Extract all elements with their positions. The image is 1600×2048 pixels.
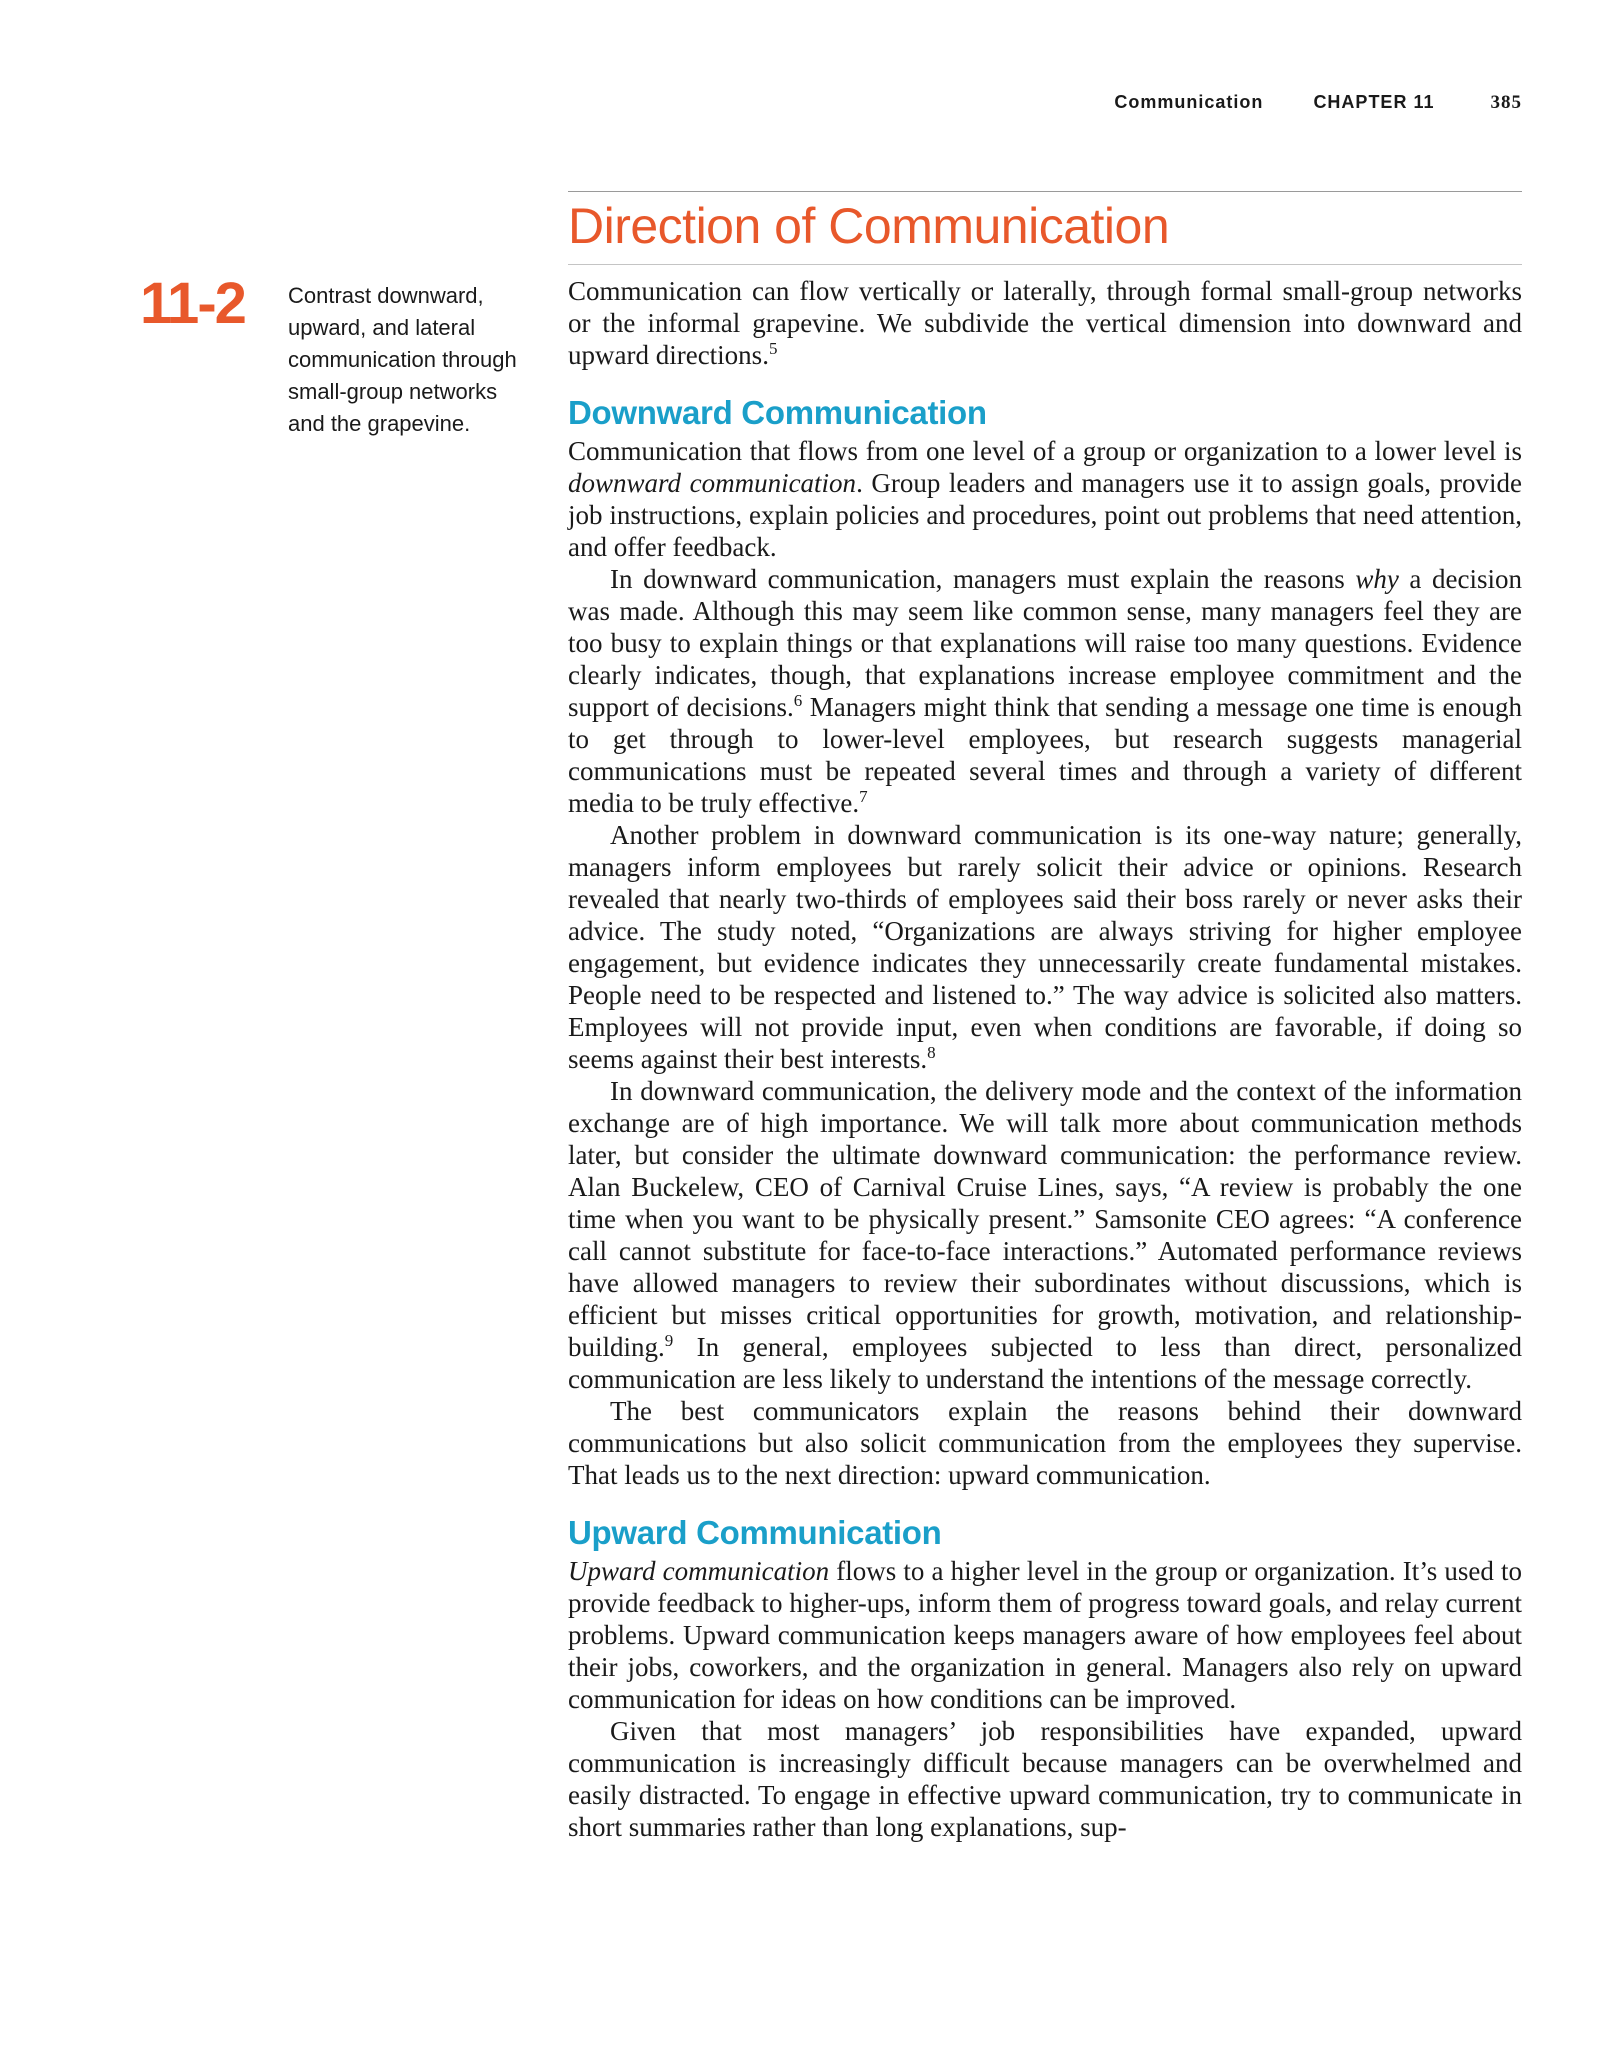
upward-paragraph-1: Upward communication flows to a higher level in the group or organization. It’s used to provide feedback to higher-ups, inform them of progress toward goals, and relay current problems. Upward communication keeps managers aware of how employees feel about their jobs, coworkers, and the organization in general. Managers also rely on upward communication for ideas on how conditions can be improved. (568, 1556, 1522, 1714)
title-bottom-rule (568, 264, 1522, 265)
downward-paragraph-5: The best communicators explain the reasons behind their downward communications but also solicit communication from the employees they supervise. That leads us to the next direction: upward communication. (568, 1396, 1522, 1490)
upward-heading: Upward Communication (568, 1514, 942, 1551)
downward-heading: Downward Communication (568, 394, 987, 431)
downward-paragraph-4: In downward communication, the delivery mode and the context of the information exchange are of high importance. We will talk more about communication methods later, but consider the ultimate downward communication: the performance review. Alan Buckelew, CEO of Carnival Cruise Lines, says, “A review is probably the one time when you want to be physically present.” Samsonite CEO agrees: “A conference call cannot substitute for face-to-face interactions.” Automated performance reviews have allowed managers to review their subordinates without discussions, which is efficient but misses critical opportunities for growth, motivation, and relationship-building.$^9$ In general, employees subjected to less than direct, personalized communication are less likely to understand the intentions of the message correctly. (568, 1076, 1522, 1394)
downward-paragraph-1: Communication that flows from one level of a group or organization to a lower level is downward communication. Group leaders and managers use it to assign goals, provide job instructions, explain policies and procedures, point out problems that need attention, and offer feedback. (568, 436, 1523, 562)
main-column (568, 275, 1522, 1843)
intro-paragraph: Communication can flow vertically or laterally, through formal small-group networks or the informal grapevine. We subdivide the vertical dimension into downward and upward directions.$^5$ (568, 276, 1522, 370)
running-head-chapter: CHAPTER 11 (1313, 92, 1435, 112)
downward-paragraph-2: In downward communication, managers must explain the reasons why a decision was made. Although this may seem like common sense, many managers feel they are too busy to explain things or that explanations will raise too many questions. Evidence clearly indicates, though, that explanations increase employee commitment and the support of decisions.$^6$ Managers might think that sending a message one time is enough to get through to lower-level employees, but research suggests managerial communications must be repeated several times and through a variety of different media to be truly effective.$^7$ (568, 564, 1522, 818)
footnote-ref: 8 (927, 1043, 936, 1062)
footnote-ref: 5 (768, 339, 778, 358)
emphasis: why (1355, 564, 1399, 594)
footnote-ref: 7 (859, 787, 868, 806)
running-head-section: Communication (1114, 92, 1264, 112)
section-title: Direction of Communication (568, 198, 1170, 254)
learning-objective-number: 11-2 (140, 271, 245, 336)
downward-paragraph-3: Another problem in downward communication is its one-way nature; generally, managers inform employees but rarely solicit their advice or opinions. Research revealed that nearly two-thirds of employees said their boss rarely or never asks their advice. The study noted, “Organizations are always striving for higher employee engagement, but evidence indicates they unnecessarily create fundamental mistakes. People need to be respected and listened to.” The way advice is solicited also matters. Employees will not provide input, even when conditions are favorable, if doing so seems against their best interests.$^8$ (568, 820, 1522, 1074)
running-head (1114, 92, 1522, 114)
key-term: Upward communication (568, 1556, 830, 1586)
footnote-ref: 6 (793, 691, 803, 710)
learning-objective-text: Contrast downward, upward, and lateral communication through small-group networks and the grapevine. (288, 283, 517, 436)
page-number: 385 (1490, 92, 1522, 113)
footnote-ref: 9 (664, 1331, 674, 1350)
title-top-rule (568, 191, 1522, 192)
upward-paragraph-2: Given that most managers’ job responsibilities have expanded, upward communication is increasingly difficult because managers can be overwhelmed and easily distracted. To engage in effective upward communication, try to communicate in short summaries rather than long explanations, sup- (568, 1716, 1522, 1842)
key-term: downward communication (568, 468, 857, 498)
